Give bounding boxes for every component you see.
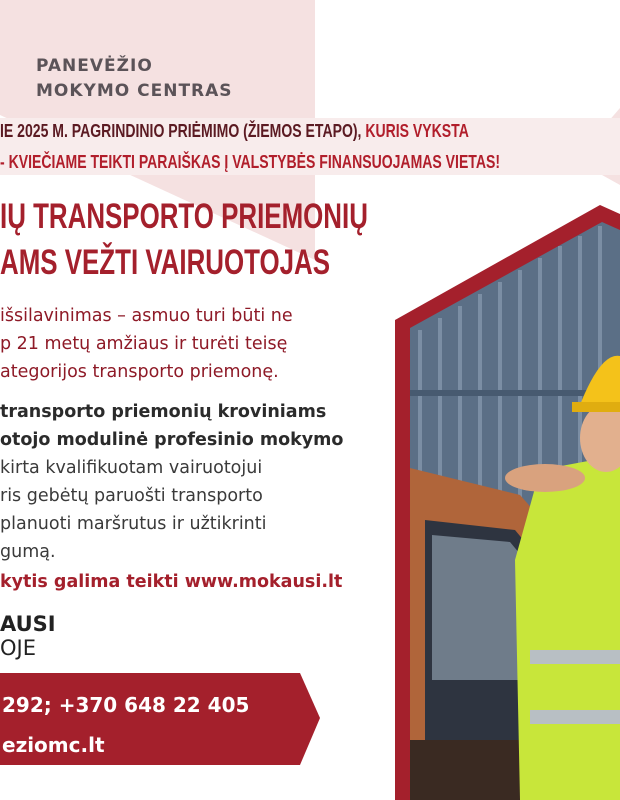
description-text	[0, 454, 267, 566]
headline-part-b: KURIS VYKSTA	[365, 121, 469, 141]
mokausi-line-1: AUSI	[0, 612, 56, 636]
logo-line-1: PANEVĖŽIO	[36, 56, 153, 76]
program-line: transporto priemonių kroviniams	[0, 402, 327, 422]
apply-text[interactable]: kytis galima teikti www.mokausi.lt	[0, 572, 343, 592]
logo-line-2: MOKYMO CENTRAS	[36, 81, 233, 101]
headline-part-a: IE 2025 M. PAGRINDINIO PRIĖMIMO (ŽIEMOS ETAPO),	[0, 121, 366, 141]
headline-line-1	[0, 121, 469, 142]
program-title-line-2: AMS VEŽTI VAIRUOTOJAS	[0, 243, 331, 282]
description-line: kirta kvalifikuotam vairuotojui	[0, 458, 263, 478]
organization-logo	[36, 54, 233, 104]
description-line: planuoti maršrutus ir užtikrinti	[0, 514, 267, 534]
requirements-line: p 21 metų amžiaus ir turėti teisę	[0, 334, 288, 354]
headline-line-2: - KVIEČIAME TEIKTI PARAIŠKAS Į VALSTYBĖS FINANSUOJAMAS VIETAS!	[0, 152, 501, 172]
contact-phone[interactable]: 292; +370 648 22 405	[2, 693, 250, 717]
requirements-line: ategorijos transporto priemonę.	[0, 362, 279, 382]
contact-website[interactable]: eziomc.lt	[2, 733, 105, 757]
requirements-line: išsilavinimas – asmuo turi būti ne	[0, 306, 293, 326]
program-text	[0, 398, 343, 454]
requirements-text	[0, 302, 293, 386]
description-line: ris gebėtų paruošti transporto	[0, 486, 263, 506]
description-line: gumą.	[0, 542, 56, 562]
mokausi-logo	[0, 612, 56, 660]
program-title-line-1: IŲ TRANSPORTO PRIEMONIŲ	[0, 197, 368, 236]
program-line: otojo modulinė profesinio mokymo	[0, 430, 344, 450]
mokausi-line-2: OJE	[0, 636, 36, 660]
